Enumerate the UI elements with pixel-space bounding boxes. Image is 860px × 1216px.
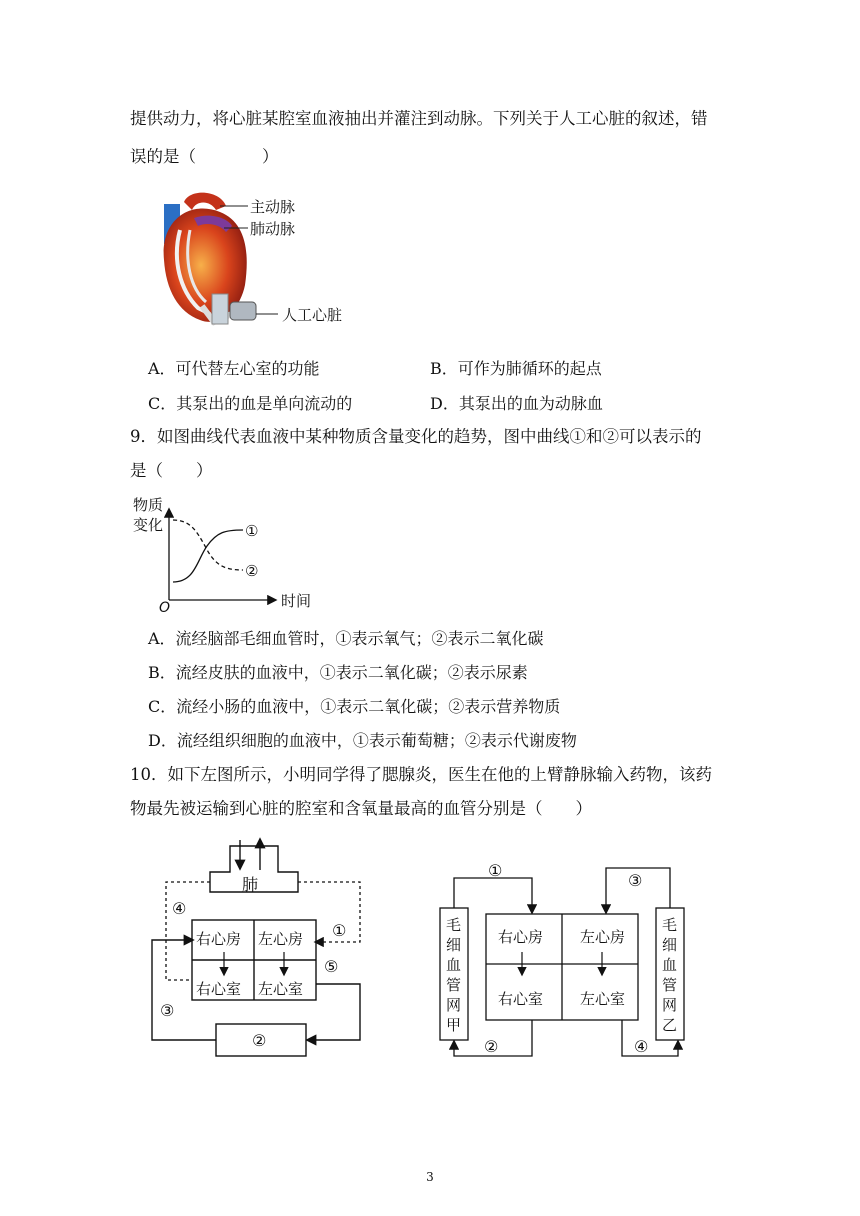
r-label-n1: ① [488, 861, 503, 880]
origin-label: O [159, 600, 171, 616]
r-left-ventricle-label: 左心室 [580, 990, 626, 1008]
label-n5: ⑤ [324, 957, 339, 976]
q8-option-d: D．其泵出的血为动脉血 [430, 394, 603, 413]
pump-shape [230, 302, 256, 320]
cap-a-5: 甲 [446, 1016, 462, 1034]
label-n4: ④ [172, 899, 187, 918]
y-axis-label-line2: 变化 [133, 516, 164, 534]
cap-b-5: 乙 [662, 1016, 678, 1034]
cap-a-4: 网 [446, 996, 462, 1014]
left-atrium-label: 左心房 [258, 930, 304, 948]
r-right-ventricle-label: 右心室 [498, 990, 544, 1008]
q8-option-b: B．可作为肺循环的起点 [430, 359, 602, 378]
q9-option-d: D．流经组织细胞的血液中，①表示葡萄糖；②表示代谢废物 [148, 731, 577, 750]
circulation-diagram-right [432, 846, 702, 1066]
q9-option-a: A．流经脑部毛细血管时，①表示氧气；②表示二氧化碳 [148, 629, 544, 648]
label-artificial-heart: 人工心脏 [282, 306, 343, 324]
curve-1-label: ① [245, 522, 259, 540]
cap-b-4: 网 [662, 996, 678, 1014]
cap-a-3: 管 [446, 976, 462, 994]
label-n1: ① [332, 921, 347, 940]
cap-b-1: 细 [662, 936, 678, 954]
page-number: 3 [426, 1170, 434, 1184]
r-label-n3: ③ [628, 871, 643, 890]
cap-a-0: 毛 [446, 916, 462, 934]
label-n3: ③ [160, 1001, 175, 1020]
q9-stem-line1: 9．如图曲线代表血液中某种物质含量变化的趋势，图中曲线①和②可以表示的 [130, 427, 702, 446]
y-axis-label-line1: 物质 [133, 496, 164, 514]
q8-option-c: C．其泵出的血是单向流动的 [148, 394, 353, 413]
q8-option-a: A．可代替左心室的功能 [148, 359, 320, 378]
label-aorta: 主动脉 [250, 198, 296, 216]
curve-1 [173, 530, 243, 582]
tube-shape [212, 294, 228, 324]
q9-option-c: C．流经小肠的血液中，①表示二氧化碳；②表示营养物质 [148, 697, 561, 716]
q9-option-b: B．流经皮肤的血液中，①表示二氧化碳；②表示尿素 [148, 663, 528, 682]
cap-a-2: 血 [446, 956, 462, 974]
q8-stem-line1: 提供动力，将心脏某腔室血液抽出并灌注到动脉。下列关于人工心脏的叙述，错 [130, 109, 708, 128]
r-label-n2: ② [484, 1037, 499, 1056]
cap-b-2: 血 [662, 956, 678, 974]
label-n2: ② [252, 1031, 267, 1050]
lung-label: 肺 [242, 875, 259, 894]
q10-stem-line1: 10．如下左图所示，小明同学得了腮腺炎，医生在他的上臂静脉输入药物，该药 [130, 765, 712, 784]
x-axis-label: 时间 [281, 592, 312, 610]
cap-b-3: 管 [662, 976, 678, 994]
label-pulmonary-artery: 肺动脉 [250, 220, 296, 238]
artificial-heart-figure [150, 190, 360, 340]
substance-change-graph [125, 490, 335, 620]
r-left-atrium-label: 左心房 [580, 928, 626, 946]
r-right-atrium-label: 右心房 [498, 928, 544, 946]
right-atrium-label: 右心房 [196, 930, 242, 948]
aorta-shape [184, 193, 226, 210]
q10-stem-line2: 物最先被运输到心脏的腔室和含氧量最高的血管分别是（ ） [130, 799, 592, 818]
cap-b-0: 毛 [662, 916, 678, 934]
r-label-n4: ④ [634, 1037, 649, 1056]
left-ventricle-label: 左心室 [258, 980, 304, 998]
cap-a-1: 细 [446, 936, 462, 954]
circulation-diagram-left [148, 836, 378, 1068]
q8-stem-line2: 误的是（ ） [130, 147, 279, 166]
right-ventricle-label: 右心室 [196, 980, 242, 998]
q9-stem-line2: 是（ ） [130, 461, 213, 480]
curve-2-label: ② [245, 562, 259, 580]
